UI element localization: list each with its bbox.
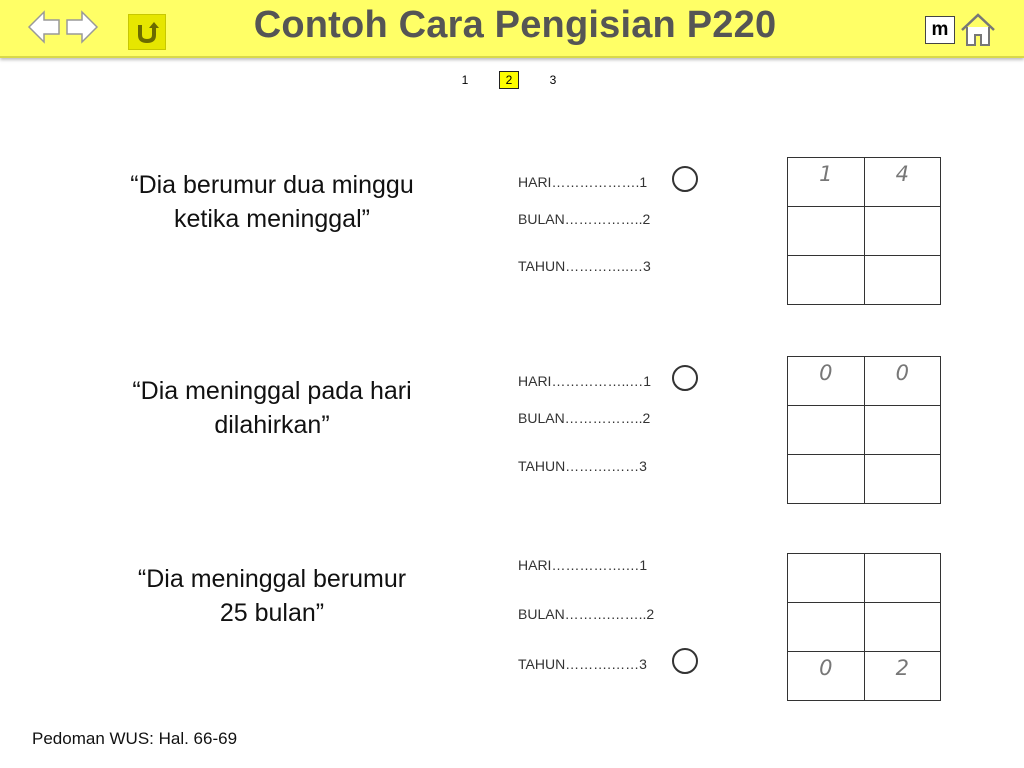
example-3-option-tahun: TAHUN……….……3 — [518, 656, 647, 672]
page-link-3[interactable]: 3 — [549, 73, 557, 87]
example-3-quote-line-2: 25 bulan” — [219, 599, 325, 627]
page-navigation — [455, 71, 565, 89]
example-1-option-tahun: TAHUN…………..…3 — [518, 258, 651, 274]
example-1-cell-5 — [788, 256, 865, 305]
example-3-quote — [78, 562, 466, 630]
example-3-cell-5: 0 — [788, 652, 865, 701]
example-2-cell-1: 0 — [788, 357, 865, 406]
example-3-answer-grid — [787, 553, 941, 701]
example-1-cell-2: 4 — [864, 158, 941, 207]
example-3-selection-circle — [672, 648, 698, 674]
example-3-cell-1 — [788, 554, 865, 603]
example-1-answer-grid — [787, 157, 941, 305]
example-1-option-bulan: BULAN……………..2 — [518, 211, 651, 227]
example-1-option-hari: HARI……………….1 — [518, 174, 648, 190]
page-link-1[interactable]: 1 — [461, 73, 469, 87]
example-2-cell-4 — [864, 406, 941, 455]
example-1-quote-line-1: “Dia berumur dua minggu — [130, 171, 414, 199]
page-link-2-active[interactable]: 2 — [499, 71, 519, 89]
example-2-cell-6 — [864, 455, 941, 504]
example-1-cell-6 — [864, 256, 941, 305]
example-1-cell-4 — [864, 207, 941, 256]
example-2-option-tahun: TAHUN……….……3 — [518, 458, 647, 474]
example-2-cell-2: 0 — [864, 357, 941, 406]
footer-reference: Pedoman WUS: Hal. 66-69 — [32, 729, 238, 748]
example-1-selection-circle — [672, 166, 698, 192]
example-3-cell-6: 2 — [864, 652, 941, 701]
header-bar — [0, 0, 1024, 58]
example-2-quote-line-1: “Dia meninggal pada hari — [132, 377, 412, 405]
example-3-option-bulan: BULAN……….……..2 — [518, 606, 655, 622]
example-2-cell-5 — [788, 455, 865, 504]
example-1-quote — [78, 168, 466, 236]
example-1-cell-3 — [788, 207, 865, 256]
example-1-quote-line-2: ketika meninggal” — [174, 205, 370, 233]
example-2-selection-circle — [672, 365, 698, 391]
example-1-cell-1: 1 — [788, 158, 865, 207]
example-3-cell-3 — [788, 603, 865, 652]
example-3-cell-4 — [864, 603, 941, 652]
example-2-option-hari: HARI……………..…1 — [518, 373, 652, 389]
example-3-option-hari: HARI…………….…1 — [518, 557, 648, 573]
page-title: Contoh Cara Pengisian P220 — [253, 4, 777, 46]
example-2-option-bulan: BULAN……………..2 — [518, 410, 651, 426]
next-arrow-icon[interactable] — [65, 9, 99, 45]
home-icon[interactable] — [959, 11, 997, 49]
example-2-answer-grid — [787, 356, 941, 504]
example-3-cell-2 — [864, 554, 941, 603]
example-2-quote-line-2: dilahirkan” — [214, 411, 330, 439]
example-3-quote-line-1: “Dia meninggal berumur — [137, 565, 407, 593]
menu-m-button[interactable]: m — [925, 16, 955, 44]
example-2-quote — [78, 374, 466, 442]
prev-arrow-icon[interactable] — [27, 9, 61, 45]
example-2-cell-3 — [788, 406, 865, 455]
